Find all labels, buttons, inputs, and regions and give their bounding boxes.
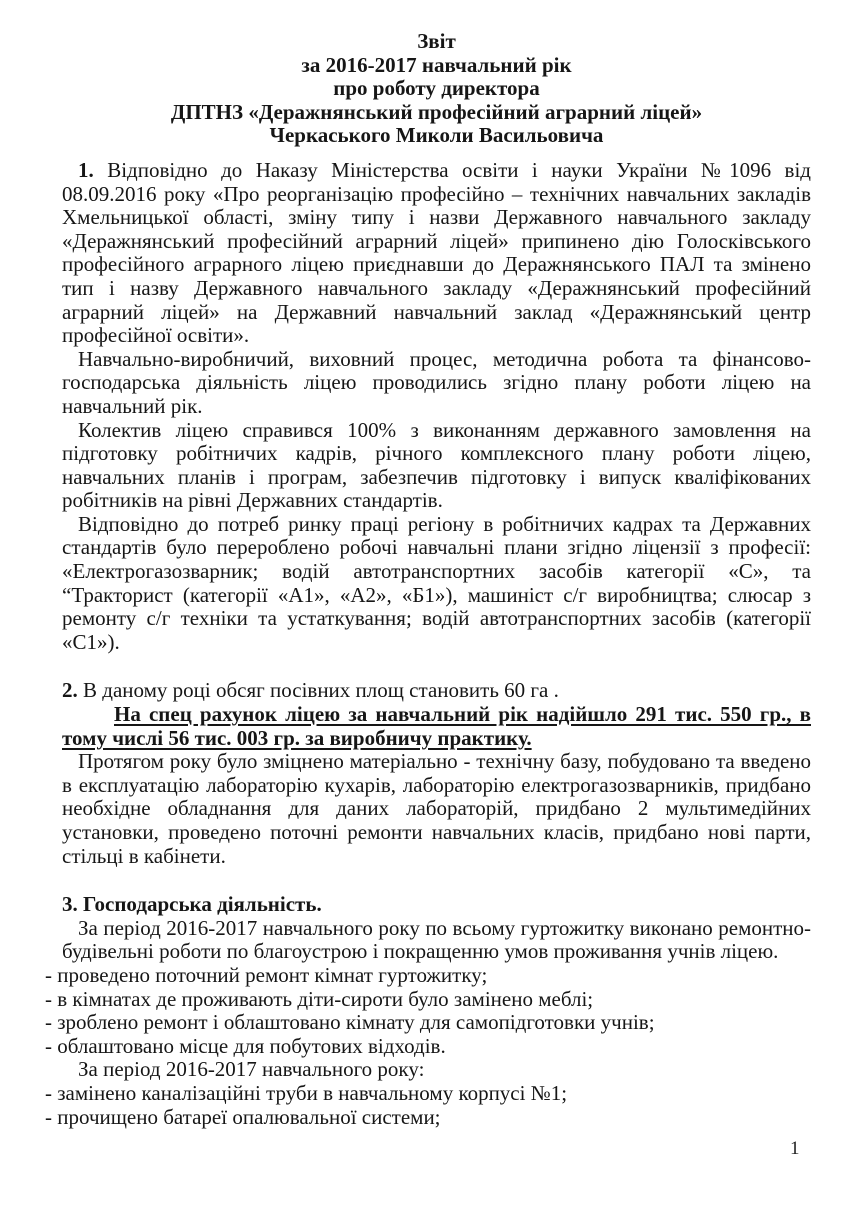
list-item: - облаштовано місце для побутових відходів. [45,1033,446,1058]
section-3 [45,892,811,1129]
title-line-subject: про роботу директора [333,76,540,101]
section-1-paragraph-1 [62,159,811,348]
list-item: - зроблено ремонт і облаштовано кімнату для самопідготовки учнів; [45,1010,655,1035]
section-2-paragraph-1-text: В даному році обсяг посівних площ становить 60 га . [77,678,559,703]
section-1-paragraph-1-text: Відповідно до Наказу Міністерства освіти і науки України №1096 від 08.09.2016 року «Про реорганізацію професійно – технічних навчальних закладів Хмельницької області, зміну типу і назви Державного навчального закладу «Деражнянський професійний аграрний ліцей» припинено дію Голосківського професійного аграрного ліцею приєднавши до Деражнянського ПАЛ та змінено тип і назву Державного навчального закладу «Деражнянський професійний аграрний ліцей» на Державний навчальний заклад «Деражнянський центр професійної освіти». [62,157,811,348]
section-1-paragraph-4: Відповідно до потреб ринку праці регіону в робітничих кадрах та Державних стандартів було перероблено робочі навчальні плани згідно ліцензії з професії: «Електрогазозварник; водій автотранспортних засобів категорії «С», та “Тракторист (категорії «А1», «А2», «Б1»), машиніст с/г виробництва; слюсар з ремонту с/г техніки та устаткування; водій автотранспортних засобів (категорії «С1»). [62,511,811,654]
section-2-paragraph-1 [62,679,811,703]
title-line-year: за 2016-2017 навчальний рік [301,52,572,77]
report-title-block [62,30,811,148]
section-1 [62,159,811,654]
section-2-paragraph-2: Протягом року було зміцнено матеріально - технічну базу, побудовано та введено в експлуатацію лабораторію кухарів, лабораторію електрогазозварників, придбано необхідне обладнання для даних лабораторій, придбано 2 мультимедійних установки, проведено поточні ремонти навчальних класів, придбано нові парти, стільці в кабінети. [62,749,811,868]
list-item: - в кімнатах де проживають діти-сироти було замінено меблі; [45,986,594,1011]
list-item: - проведено поточний ремонт кімнат гуртожитку; [45,962,488,987]
section-2-number: 2. [62,678,78,703]
section-1-paragraph-2: Навчально-виробничий, виховний процес, методична робота та фінансово-господарська діяльність ліцею проводились згідно плану роботи ліцею на навчальний рік. [62,346,811,418]
list-item: - прочищено батареї опалювальної системи; [45,1104,441,1129]
section-3-heading: 3. Господарська діяльність. [62,892,322,917]
section-1-paragraph-3: Колектив ліцею справився 100% з виконанням державного замовлення на підготовку робітничих кадрів, річного комплексного плану роботи ліцею, навчальних планів і програм, забезпечив підготовку і випуск кваліфікованих робітників на рівні Державних стандартів. [62,417,811,513]
page-number: 1 [790,1138,800,1159]
title-line-report: Звіт [417,29,456,53]
report-content [45,29,811,1129]
section-3-paragraph-1: За період 2016-2017 навчального року по всьому гуртожитку виконано ремонтно-будівельні роботи по благоустрою і покращенню умов проживання учнів ліцею. [62,915,811,964]
list-item: - замінено каналізаційні труби в навчальному корпусі №1; [45,1080,568,1105]
title-line-institution: ДПТНЗ «Деражнянський професійний аграрний ліцей» [170,99,703,124]
section-1-number: 1. [78,157,94,182]
title-line-director-name: Черкаського Миколи Васильовича [269,123,604,148]
section-2-highlighted-finance-line: На спец рахунок ліцею за навчальний рік надійшло 291 тис. 550 гр., в тому числі 56 тис. 003 гр. за виробничу практику. [62,702,811,750]
section-2 [62,679,811,868]
section-3-subheading: За період 2016-2017 навчального року: [78,1057,425,1082]
